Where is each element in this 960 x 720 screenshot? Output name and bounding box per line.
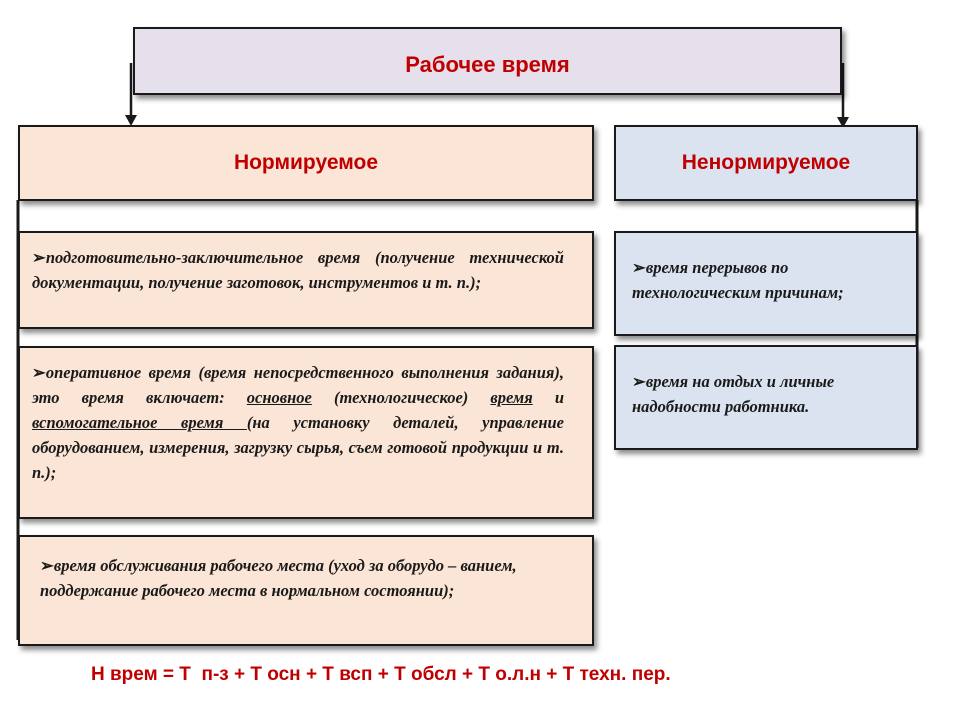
unnormed-header-label: Ненормируемое [681, 151, 851, 174]
unnormed-item-rest-text: время на отдых и личные надобности работника. [632, 372, 835, 416]
bullet-arrow-icon: ➢ [40, 556, 54, 575]
unnormed-item-rest [614, 345, 918, 450]
operative-text-prefix: оперативное время (время непосредственного выполнения задания), это время включает: [32, 363, 564, 407]
normed-item-operative [18, 346, 594, 519]
time-norm-formula: Н врем = Т п-з + Т осн + Т всп + Т обсл + Т о.л.н + Т техн. пер. [91, 664, 671, 685]
operative-text-main: основное [246, 388, 312, 407]
operative-text-suffix: (на установку деталей, управление оборудованием, измерения, загрузку сырья, съем готовой продукции и т. п.); [32, 413, 564, 482]
operative-text-time: время [490, 388, 533, 407]
bullet-arrow-icon: ➢ [632, 372, 646, 391]
diagram-title: Рабочее время [405, 52, 570, 77]
bullet-arrow-icon: ➢ [32, 248, 46, 267]
unnormed-item-breaks-text: время перерывов по технологическим причинам; [632, 258, 844, 302]
unnormed-item-breaks [614, 231, 918, 336]
normed-item-service [18, 535, 594, 646]
title-box [133, 27, 842, 95]
bullet-arrow-icon: ➢ [32, 363, 46, 382]
operative-text-auxiliary: вспомогательное время [32, 413, 247, 432]
unnormed-header [614, 125, 918, 201]
normed-header-label: Нормируемое [233, 151, 379, 174]
bullet-arrow-icon: ➢ [632, 258, 646, 277]
normed-item-service-text: время обслуживания рабочего места (уход за оборудо – ванием, поддержание рабочего места в нормальном состоянии); [40, 556, 517, 600]
normed-header [18, 125, 594, 201]
normed-item-preparatory-text: подготовительно-заключительное время (получение технической документации, получение заготовок, инструментов и т. п.); [32, 248, 564, 292]
operative-text-mid2: и [532, 388, 564, 407]
normed-item-preparatory [18, 231, 594, 329]
operative-text-mid1: (технологическое) [311, 388, 491, 407]
